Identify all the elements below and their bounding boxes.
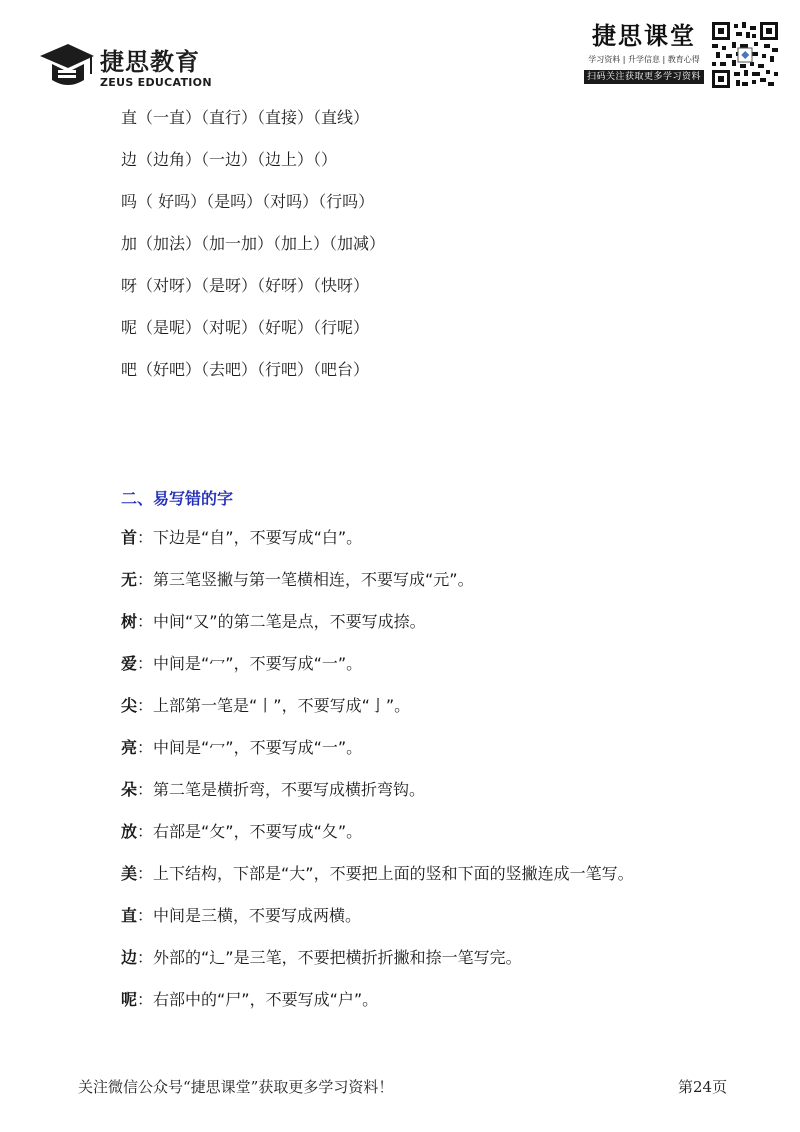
footer-note: 关注微信公众号“捷思课堂”获取更多学习资料！ xyxy=(78,1078,394,1096)
word-group-line: 加（加法）（加一加）（加上）（加减） xyxy=(121,234,386,253)
error-char: 美 xyxy=(121,864,138,883)
brand-title: 捷思课堂 xyxy=(592,21,696,50)
error-item xyxy=(121,654,362,674)
error-item xyxy=(121,864,634,884)
error-note: ：下边是“自”，不要写成“白”。 xyxy=(137,528,363,547)
error-item xyxy=(121,612,426,632)
error-note: ：上下结构，下部是“大”，不要把上面的竖和下面的竖撇连成一笔写。 xyxy=(137,864,634,883)
brand-bar: 扫码关注获取更多学习资料 xyxy=(584,70,704,84)
word-group-line: 吗（ 好吗）（是吗）（对吗）（行吗） xyxy=(121,192,375,211)
error-char: 直 xyxy=(121,906,138,925)
error-note: ：中间是“冖”，不要写成“一”。 xyxy=(137,654,363,673)
graduation-cap-logo-icon xyxy=(38,40,96,92)
error-char: 树 xyxy=(121,612,138,631)
error-note: ：第三笔竖撇与第一笔横相连，不要写成“元”。 xyxy=(137,570,474,589)
error-note: ：中间是三横，不要写成两横。 xyxy=(137,906,362,925)
logo-english-name: ZEUS EDUCATION xyxy=(100,76,212,89)
error-item xyxy=(121,906,361,926)
logo-chinese-name: 捷思教育 xyxy=(100,48,200,76)
error-char: 爱 xyxy=(121,654,138,673)
error-item xyxy=(121,696,410,716)
error-item xyxy=(121,822,362,842)
error-char: 尖 xyxy=(121,696,138,715)
word-group-line: 吧（好吧）（去吧）（行吧）（吧台） xyxy=(121,360,370,379)
brand-block xyxy=(584,22,704,90)
error-char: 无 xyxy=(121,570,138,589)
section-title: 二、易写错的字 xyxy=(121,489,234,508)
error-note: ：第二笔是横折弯，不要写成横折弯钩。 xyxy=(137,780,426,799)
error-char: 首 xyxy=(121,528,138,547)
error-item xyxy=(121,948,522,968)
zeus-education-logo xyxy=(38,36,212,94)
error-char: 放 xyxy=(121,822,138,841)
error-note: ：中间是“冖”，不要写成“一”。 xyxy=(137,738,363,757)
error-item xyxy=(121,780,425,800)
error-note: ：右部是“攵”，不要写成“夂”。 xyxy=(137,822,363,841)
page-number: 第24页 xyxy=(678,1078,728,1096)
word-group-line: 呢（是呢）（对呢）（好呢）（行呢） xyxy=(121,318,370,337)
error-char: 呢 xyxy=(121,990,138,1009)
word-group-line: 呀（对呀）（是呀）（好呀）（快呀） xyxy=(121,276,370,295)
error-char: 亮 xyxy=(121,738,138,757)
qr-code-icon xyxy=(712,22,778,88)
word-group-line: 直（一直）（直行）（直接）（直线） xyxy=(121,108,370,127)
error-item xyxy=(121,990,378,1010)
error-note: ：外部的“辶”是三笔，不要把横折折撇和捺一笔写完。 xyxy=(137,948,522,967)
error-char: 边 xyxy=(121,948,138,967)
error-note: ：右部中的“尸”，不要写成“户”。 xyxy=(137,990,379,1009)
error-char: 朵 xyxy=(121,780,138,799)
error-item xyxy=(121,738,362,758)
error-item xyxy=(121,528,362,548)
error-note: ：上部第一笔是“丨”，不要写成“亅”。 xyxy=(137,696,411,715)
error-note: ：中间“又”的第二笔是点，不要写成捺。 xyxy=(137,612,426,631)
word-group-line: 边（边角）（一边）（边上）（） xyxy=(121,150,338,169)
brand-tags: 学习资料 | 升学信息 | 教育心得 xyxy=(588,55,700,64)
error-item xyxy=(121,570,474,590)
